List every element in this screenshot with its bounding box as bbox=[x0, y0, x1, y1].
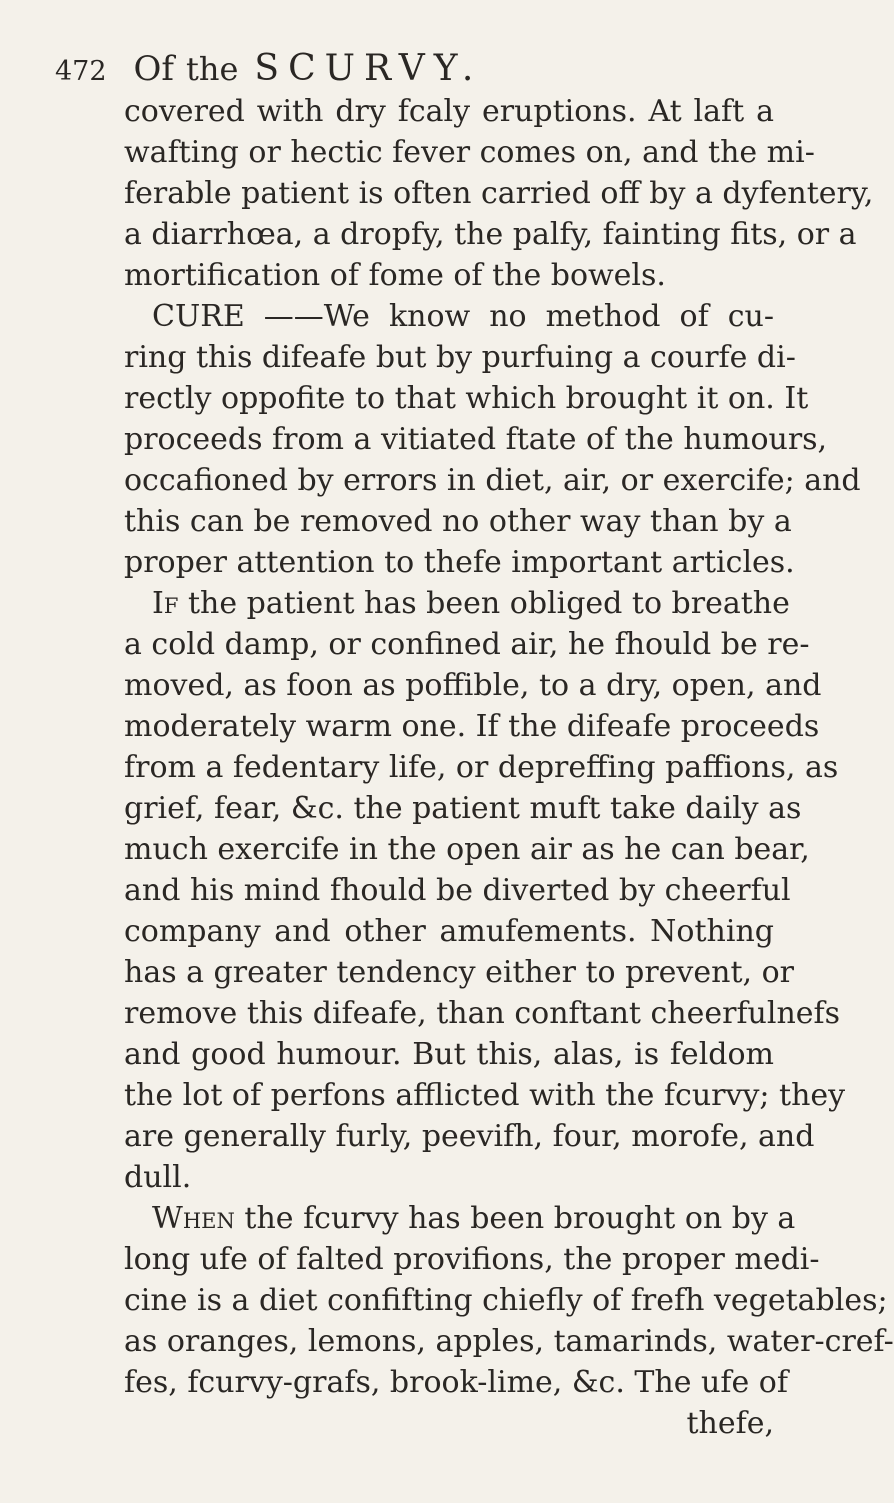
page-number: 472 bbox=[55, 56, 107, 87]
text-line bbox=[124, 1239, 820, 1280]
text-line bbox=[124, 583, 790, 624]
text-line bbox=[124, 296, 774, 337]
text-line bbox=[124, 460, 861, 501]
running-header bbox=[55, 48, 715, 94]
line-text: grief, fear, &c. the patient muft take daily as bbox=[124, 791, 802, 826]
line-text: the fcurvy has been brought on by a bbox=[244, 1201, 796, 1236]
line-text: the lot of perfons afflicted with the fcurvy; they bbox=[124, 1078, 846, 1113]
line-text: moderately warm one. If the difeafe proceeds bbox=[124, 709, 820, 744]
text-line bbox=[124, 1157, 774, 1198]
text-line bbox=[124, 1116, 815, 1157]
line-text: proceeds from a vitiated ftate of the humours, bbox=[124, 422, 828, 457]
text-line bbox=[124, 542, 795, 583]
line-text: thefe, bbox=[686, 1406, 774, 1441]
text-line bbox=[124, 255, 774, 296]
line-text: proper attention to thefe important articles. bbox=[124, 545, 795, 580]
line-text: ——We know no method of cu- bbox=[263, 299, 774, 334]
body-text bbox=[124, 91, 894, 1444]
line-text: long ufe of falted provifions, the proper medi- bbox=[124, 1242, 820, 1277]
text-line bbox=[124, 378, 809, 419]
running-title-scurvy: SCURVY. bbox=[254, 48, 483, 89]
text-line bbox=[124, 829, 810, 870]
line-text: company and other amufements. Nothing bbox=[124, 914, 774, 949]
line-text: and good humour. But this, alas, is feldom bbox=[124, 1037, 774, 1072]
line-text: ring this difeafe but by purfuing a courfe di- bbox=[124, 340, 796, 375]
line-text: dull. bbox=[124, 1160, 192, 1195]
section-lead: CURE bbox=[152, 299, 245, 334]
text-line bbox=[124, 501, 792, 542]
line-text: cine is a diet confifting chiefly of frefh vegetables; bbox=[124, 1283, 888, 1318]
text-line bbox=[124, 1362, 788, 1403]
line-text: has a greater tendency either to prevent, or bbox=[124, 955, 794, 990]
line-text: remove this difeafe, than conftant cheerfulnefs bbox=[124, 996, 841, 1031]
line-text: much exercife in the open air as he can bear, bbox=[124, 832, 810, 867]
line-text: a diarrhœa, a dropfy, the palfy, fainting fits, or a bbox=[124, 217, 857, 252]
line-text: ferable patient is often carried off by a dyfentery, bbox=[124, 176, 874, 211]
text-line bbox=[124, 1321, 894, 1362]
running-title bbox=[134, 48, 483, 89]
text-line bbox=[124, 1034, 774, 1075]
text-line bbox=[124, 1280, 888, 1321]
line-text: moved, as foon as poffible, to a dry, open, and bbox=[124, 668, 822, 703]
section-lead: When bbox=[152, 1201, 235, 1236]
text-line bbox=[124, 747, 839, 788]
text-line bbox=[124, 952, 794, 993]
running-title-the: the bbox=[186, 50, 239, 88]
section-lead: If bbox=[152, 586, 179, 621]
text-line bbox=[124, 993, 841, 1034]
catchword bbox=[124, 1403, 774, 1444]
line-text: fes, fcurvy-grafs, brook-lime, &c. The ufe of bbox=[124, 1365, 788, 1400]
line-text: from a fedentary life, or depreffing paffions, as bbox=[124, 750, 839, 785]
text-line bbox=[124, 173, 874, 214]
line-text: are generally furly, peevifh, four, morofe, and bbox=[124, 1119, 815, 1154]
text-line bbox=[124, 870, 791, 911]
text-line bbox=[124, 911, 774, 952]
line-text: and his mind fhould be diverted by cheerful bbox=[124, 873, 791, 908]
text-line bbox=[124, 665, 822, 706]
line-text: wafting or hectic fever comes on, and the mi- bbox=[124, 135, 815, 170]
line-text: as oranges, lemons, apples, tamarinds, water-cref- bbox=[124, 1324, 894, 1359]
text-line bbox=[124, 624, 810, 665]
text-line bbox=[124, 788, 802, 829]
text-line bbox=[124, 1198, 796, 1239]
running-title-of: Of bbox=[133, 49, 175, 89]
line-text: the patient has been obliged to breathe bbox=[187, 586, 790, 621]
text-line bbox=[124, 214, 857, 255]
line-text: covered with dry fcaly eruptions. At laft a bbox=[124, 94, 774, 129]
text-line bbox=[124, 91, 774, 132]
text-line bbox=[124, 132, 815, 173]
text-line bbox=[124, 1075, 846, 1116]
line-text: this can be removed no other way than by a bbox=[124, 504, 792, 539]
line-text: mortification of fome of the bowels. bbox=[124, 258, 666, 293]
text-line bbox=[124, 706, 820, 747]
text-line bbox=[124, 337, 796, 378]
text-line bbox=[124, 419, 828, 460]
line-text: rectly oppofite to that which brought it on. It bbox=[124, 381, 809, 416]
line-text: occafioned by errors in diet, air, or exercife; and bbox=[124, 463, 861, 498]
line-text: a cold damp, or confined air, he fhould be re- bbox=[124, 627, 810, 662]
